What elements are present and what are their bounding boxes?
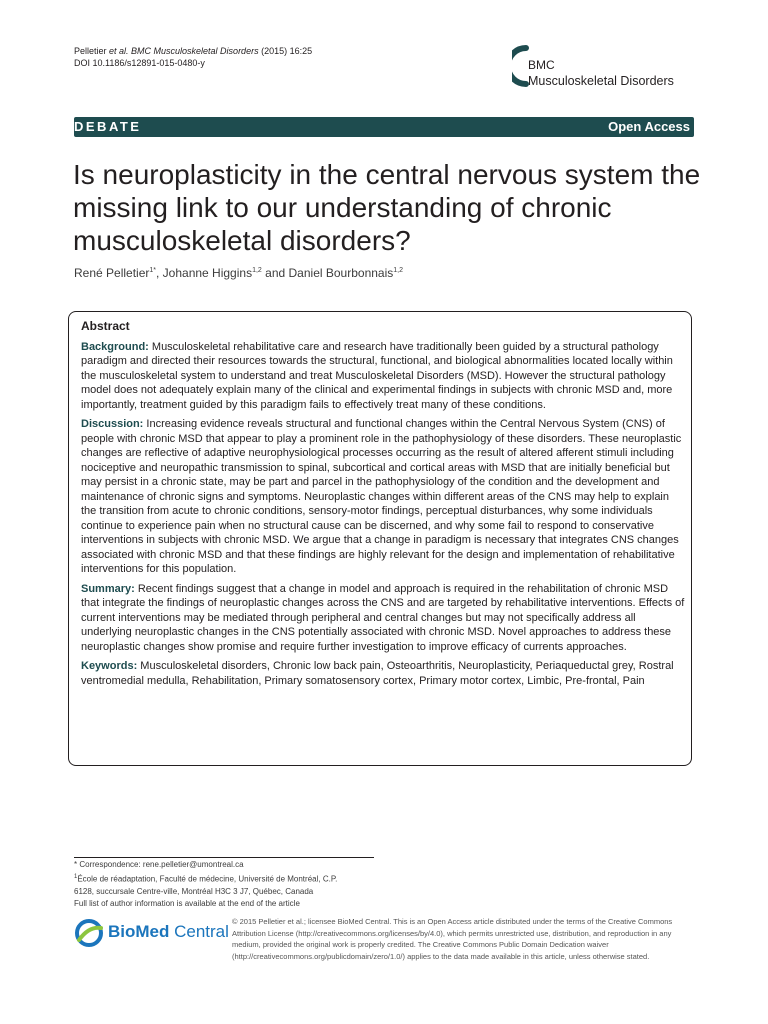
abstract-keywords-label: Keywords:: [81, 660, 138, 672]
abstract-discussion-text: Increasing evidence reveals structural and functional changes within the Central Nervous System (CNS) of people with chronic MSD that appear to play a prominent role in the pathophysiology of these disorders. These neuroplastic changes are reflective of adaptive neurophysiological processes occurring as the result of altered afferent stimuli including nociceptive and neuropathic transmission to spinal, subcortical and cortical areas with MSD that are initially beneficial but may persist in a chronic state, may be part and parcel in the pathophysiology of the condition and the development and maintenance of chronic signs and symptoms. Neuroplastic changes within different areas of the CNS may help to explain the transition from acute to chronic conditions, sensory-motor findings, perceptual disturbances, why some individuals continue to experience pain when no structural cause can be discerned, and why some fail to respond to conservative interventions in subjects with chronic MSD. We argue that a change in paradigm is necessary that integrates CNS changes associated with chronic MSD and that these findings are highly relevant for the design and implementation of rehabilitative interventions for this population.: [81, 418, 682, 575]
abstract-background-label: Background:: [81, 340, 149, 353]
affiliation-1: [74, 871, 394, 886]
citation-author: Pelletier: [74, 46, 107, 56]
open-access-label[interactable]: Open Access: [608, 119, 690, 134]
author-affiliation-sup: 1*: [149, 267, 156, 274]
author-name[interactable]: Johanne Higgins: [162, 266, 253, 280]
author-name[interactable]: René Pelletier: [74, 266, 150, 280]
abstract-content: [81, 319, 685, 693]
publisher-name-bold: BioMed: [108, 922, 170, 941]
citation-year-volume: (2015) 16:25: [258, 46, 313, 56]
citation-line: [74, 45, 312, 57]
author-name[interactable]: Daniel Bourbonnais: [288, 266, 394, 280]
article-title: Is neuroplasticity in the central nervous system the missing link to our understanding of chronic musculoskeletal disorders?: [73, 159, 701, 256]
publisher-logo[interactable]: [74, 918, 234, 954]
journal-logo-bmc: BMC: [528, 58, 555, 72]
abstract-box: [68, 311, 692, 766]
author-info-note: Full list of author information is available at the end of the article: [74, 898, 300, 908]
abstract-background: [81, 340, 685, 413]
author-affiliation-sup: 1,2: [393, 267, 403, 274]
author-list: [74, 266, 403, 280]
journal-logo-name: Musculoskeletal Disorders: [528, 74, 674, 88]
abstract-heading: Abstract: [81, 319, 130, 333]
affiliation-1-line1: École de réadaptation, Faculté de médecine, Université de Montréal, C.P.: [77, 874, 338, 884]
footnotes: [74, 859, 394, 910]
author-separator: ,: [156, 266, 163, 280]
biomed-central-globe-icon: [74, 918, 104, 948]
footnote-divider: [74, 857, 374, 858]
abstract-background-text: Musculoskeletal rehabilitative care and research have traditionally been guided by a structural pathology paradigm and directed their resources towards the structural, functional, and biological abnormalities located locally within the musculoskeletal system to understand and treat Musculoskeletal Disorders (MSD). However the structural pathology model does not adequately explain many of the clinical and experimental findings in subjects with chronic MSD and, more importantly, treatment guided by this paradigm fails to effectively treat many of these conditions.: [81, 340, 673, 411]
citation-journal: BMC Musculoskeletal Disorders: [128, 46, 259, 56]
abstract-keywords: [81, 659, 685, 688]
publisher-name-regular: Central: [169, 922, 229, 941]
author-separator: and: [261, 266, 289, 280]
publisher-name: [108, 922, 229, 942]
abstract-summary-text: Recent findings suggest that a change in model and approach is required in the rehabilitation of chronic MSD that integrate the findings of neuroplastic changes across the CNS and are targeted by rehabilitative interventions. Effects of current interventions may be mediated through peripheral and central changes but may not specifically address all underlying neuroplastic changes in the CNS potentially associated with chronic MSD. Novel approaches to address these neuroplastic changes show promise and require further investigation to improve efficacy of currents approaches.: [81, 582, 685, 653]
citation-et-al: et al.: [106, 46, 129, 56]
article-type: DEBATE: [74, 119, 142, 134]
abstract-keywords-text: Musculoskeletal disorders, Chronic low back pain, Osteoarthritis, Neuroplasticity, Periaqueductal grey, Rostral ventromedial medulla, Rehabilitation, Primary somatosensory cortex, Primary motor cortex, Limbic, Pre-frontal, Pain: [81, 660, 674, 687]
citation-doi[interactable]: DOI 10.1186/s12891-015-0480-y: [74, 58, 205, 68]
abstract-summary-label: Summary:: [81, 582, 135, 595]
license-text: © 2015 Pelletier et al.; licensee BioMed Central. This is an Open Access article distributed under the terms of the Creative Commons Attribution License (http://creativecommons.org/licenses/by/4.0), which permits unrestricted use, distribution, and reproduction in any medium, provided the original work is properly credited. The Creative Commons Public Domain Dedication waiver (http://creativecommons.org/publicdomain/zero/1.0/) applies to the data made available in this article, unless otherwise stated.: [232, 917, 673, 961]
affiliation-sup: 1: [74, 874, 78, 880]
correspondence-email[interactable]: * Correspondence: rene.pelletier@umontreal.ca: [74, 860, 244, 869]
abstract-discussion: [81, 417, 685, 577]
author-affiliation-sup: 1,2: [252, 267, 262, 274]
article-type-banner: [74, 117, 694, 137]
citation-header: [74, 45, 312, 69]
abstract-discussion-label: Discussion:: [81, 418, 144, 430]
affiliation-1-line2: 6128, succursale Centre-ville, Montréal H3C 3 J7, Québec, Canada: [74, 886, 314, 896]
journal-logo[interactable]: [512, 44, 702, 94]
abstract-summary: [81, 582, 685, 655]
